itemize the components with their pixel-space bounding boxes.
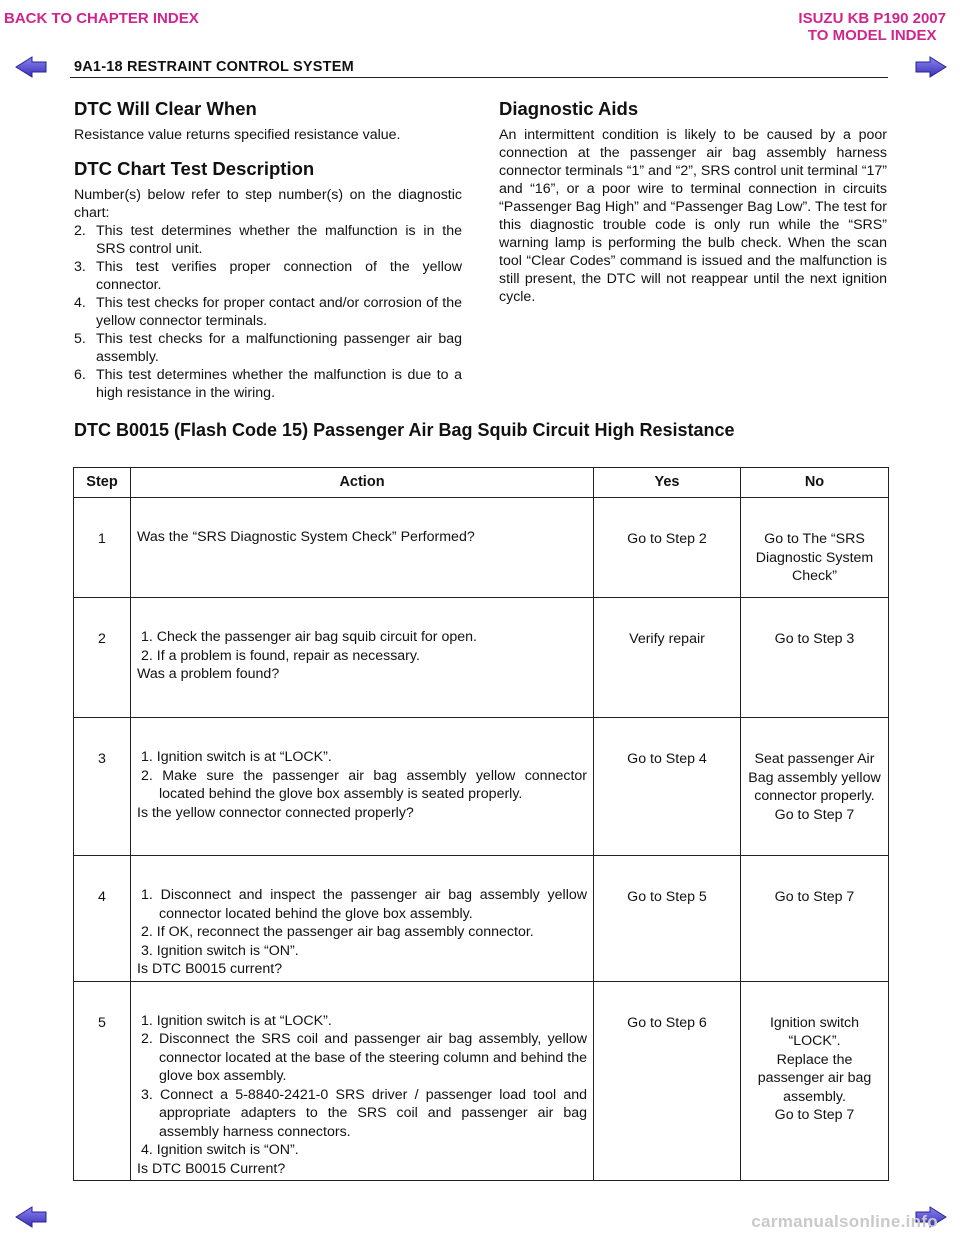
step-action: [131, 981, 594, 1181]
table-row: [74, 856, 889, 982]
list-item: 5. This test checks for a malfunctioning passenger air bag assembly.: [74, 331, 462, 365]
step-no: Go to Step 3: [741, 598, 889, 718]
step-number: 4: [74, 856, 131, 982]
step-number: 2: [74, 598, 131, 718]
step-number: 5: [74, 981, 131, 1181]
column-header-no: No: [741, 468, 889, 498]
action-line: 2. Make sure the passenger air bag assembly yellow connector located behind the glove box assembly is seated properly.: [141, 767, 587, 802]
list-item: 4. This test checks for proper contact and/or corrosion of the yellow connector terminals.: [74, 295, 462, 329]
table-row: [74, 598, 889, 718]
action-line: 3. Ignition switch is “ON”.: [141, 942, 299, 959]
action-line: 2. If OK, reconnect the passenger air bag assembly connector.: [141, 924, 534, 940]
step-action: [131, 498, 594, 598]
step-no: [741, 981, 889, 1181]
table-header-row: [74, 468, 889, 498]
page-header-title: 9A1-18 RESTRAINT CONTROL SYSTEM: [74, 59, 354, 75]
step-no: Go to The “SRS Diagnostic System Check”: [741, 498, 889, 598]
action-line: 2. If a problem is found, repair as necessary.: [141, 647, 420, 664]
to-model-index-label: TO MODEL INDEX: [807, 27, 937, 44]
action-line: 3. Connect a 5-8840-2421-0 SRS driver / passenger load tool and appropriate adapters to the SRS coil and passenger air bag assembly harness connectors.: [141, 1086, 587, 1140]
column-header-step: Step: [74, 468, 131, 498]
action-line: 1. Disconnect and inspect the passenger air bag assembly yellow connector located behind the glove box assembly.: [141, 887, 587, 922]
action-line: 1. Check the passenger air bag squib circuit for open.: [141, 629, 477, 645]
dtc-will-clear-text: Resistance value returns specified resistance value.: [74, 127, 401, 143]
dtc-chart-intro: Number(s) below refer to step number(s) on the diagnostic chart:: [74, 187, 462, 221]
diagnostic-steps-table: [73, 467, 889, 1181]
step-question: Is DTC B0015 Current?: [137, 1160, 286, 1177]
next-page-arrow-icon[interactable]: [914, 56, 948, 78]
diagnostic-aids-text: An intermittent condition is likely to be caused by a poor connection at the passenger air bag assembly harness connector terminals “1” and “2”, SRS control unit terminal “17” and “16”, or a poor wire to terminal connection in circuits “Passenger Bag High” and “Passenger Bag Low”. The test for this diagnostic trouble code is only run while the “SRS” warning lamp is performing the bulb check. When the scan tool “Clear Codes” command is issued and the malfunction is still present, the DTC will not reappear until the next ignition cycle.: [499, 127, 887, 305]
step-question: Was a problem found?: [137, 666, 280, 682]
step-action: [131, 856, 594, 982]
no-goto-text: Go to Step 7: [774, 1107, 855, 1123]
right-column: [499, 96, 887, 306]
step-action: [131, 718, 594, 856]
step-question: Was the “SRS Diagnostic System Check” Performed?: [137, 529, 475, 545]
table-row: [74, 981, 889, 1181]
column-header-yes: Yes: [594, 468, 741, 498]
back-to-chapter-index-link[interactable]: BACK TO CHAPTER INDEX: [4, 10, 199, 27]
model-name: ISUZU KB P190 2007: [798, 10, 946, 27]
step-yes: Go to Step 2: [594, 498, 741, 598]
list-item: 6. This test determines whether the malfunction is due to a high resistance in the wiring.: [74, 367, 462, 401]
table-row: [74, 498, 889, 598]
step-yes: Verify repair: [594, 598, 741, 718]
site-watermark: carmanualsonline.info: [751, 1212, 938, 1231]
previous-page-arrow-bottom-icon[interactable]: [14, 1206, 48, 1228]
header-rule: [70, 77, 888, 78]
step-action: [131, 598, 594, 718]
step-yes: Go to Step 5: [594, 856, 741, 982]
diagnostic-aids-heading: Diagnostic Aids: [499, 98, 639, 119]
step-question: Is the yellow connector connected properly?: [137, 804, 414, 821]
step-number: 3: [74, 718, 131, 856]
step-question: Is DTC B0015 current?: [137, 961, 283, 977]
dtc-will-clear-heading: DTC Will Clear When: [74, 98, 257, 119]
no-replace-text: Replace the passenger air bag assembly.: [757, 1051, 872, 1105]
no-action-text: Seat passenger Air Bag assembly yellow connector properly.: [748, 751, 881, 804]
previous-page-arrow-icon[interactable]: [14, 56, 48, 78]
left-column: [74, 96, 462, 402]
step-number: 1: [74, 498, 131, 598]
list-item: 3. This test verifies proper connection of the yellow connector.: [74, 259, 462, 293]
action-line: 2. Disconnect the SRS coil and passenger air bag assembly, yellow connector located at the base of the steering column and behind the glove box assembly.: [141, 1031, 587, 1084]
step-yes: Go to Step 4: [594, 718, 741, 856]
action-line: 4. Ignition switch is “ON”.: [141, 1142, 299, 1158]
action-line: 1. Ignition switch is at “LOCK”.: [141, 1012, 332, 1029]
test-description-list: [74, 222, 462, 402]
table-row: [74, 718, 889, 856]
model-index-link[interactable]: [798, 10, 946, 44]
no-action-text: Ignition switch “LOCK”.: [769, 1014, 860, 1049]
step-no: Go to Step 7: [741, 856, 889, 982]
step-no: [741, 718, 889, 856]
no-goto-text: Go to Step 7: [774, 806, 855, 823]
action-line: 1. Ignition switch is at “LOCK”.: [141, 749, 332, 765]
dtc-title: DTC B0015 (Flash Code 15) Passenger Air Bag Squib Circuit High Resistance: [74, 420, 735, 440]
list-item: 2. This test determines whether the malfunction is in the SRS control unit.: [74, 223, 462, 257]
dtc-chart-test-heading: DTC Chart Test Description: [74, 158, 315, 179]
step-yes: Go to Step 6: [594, 981, 741, 1181]
column-header-action: Action: [131, 468, 594, 498]
